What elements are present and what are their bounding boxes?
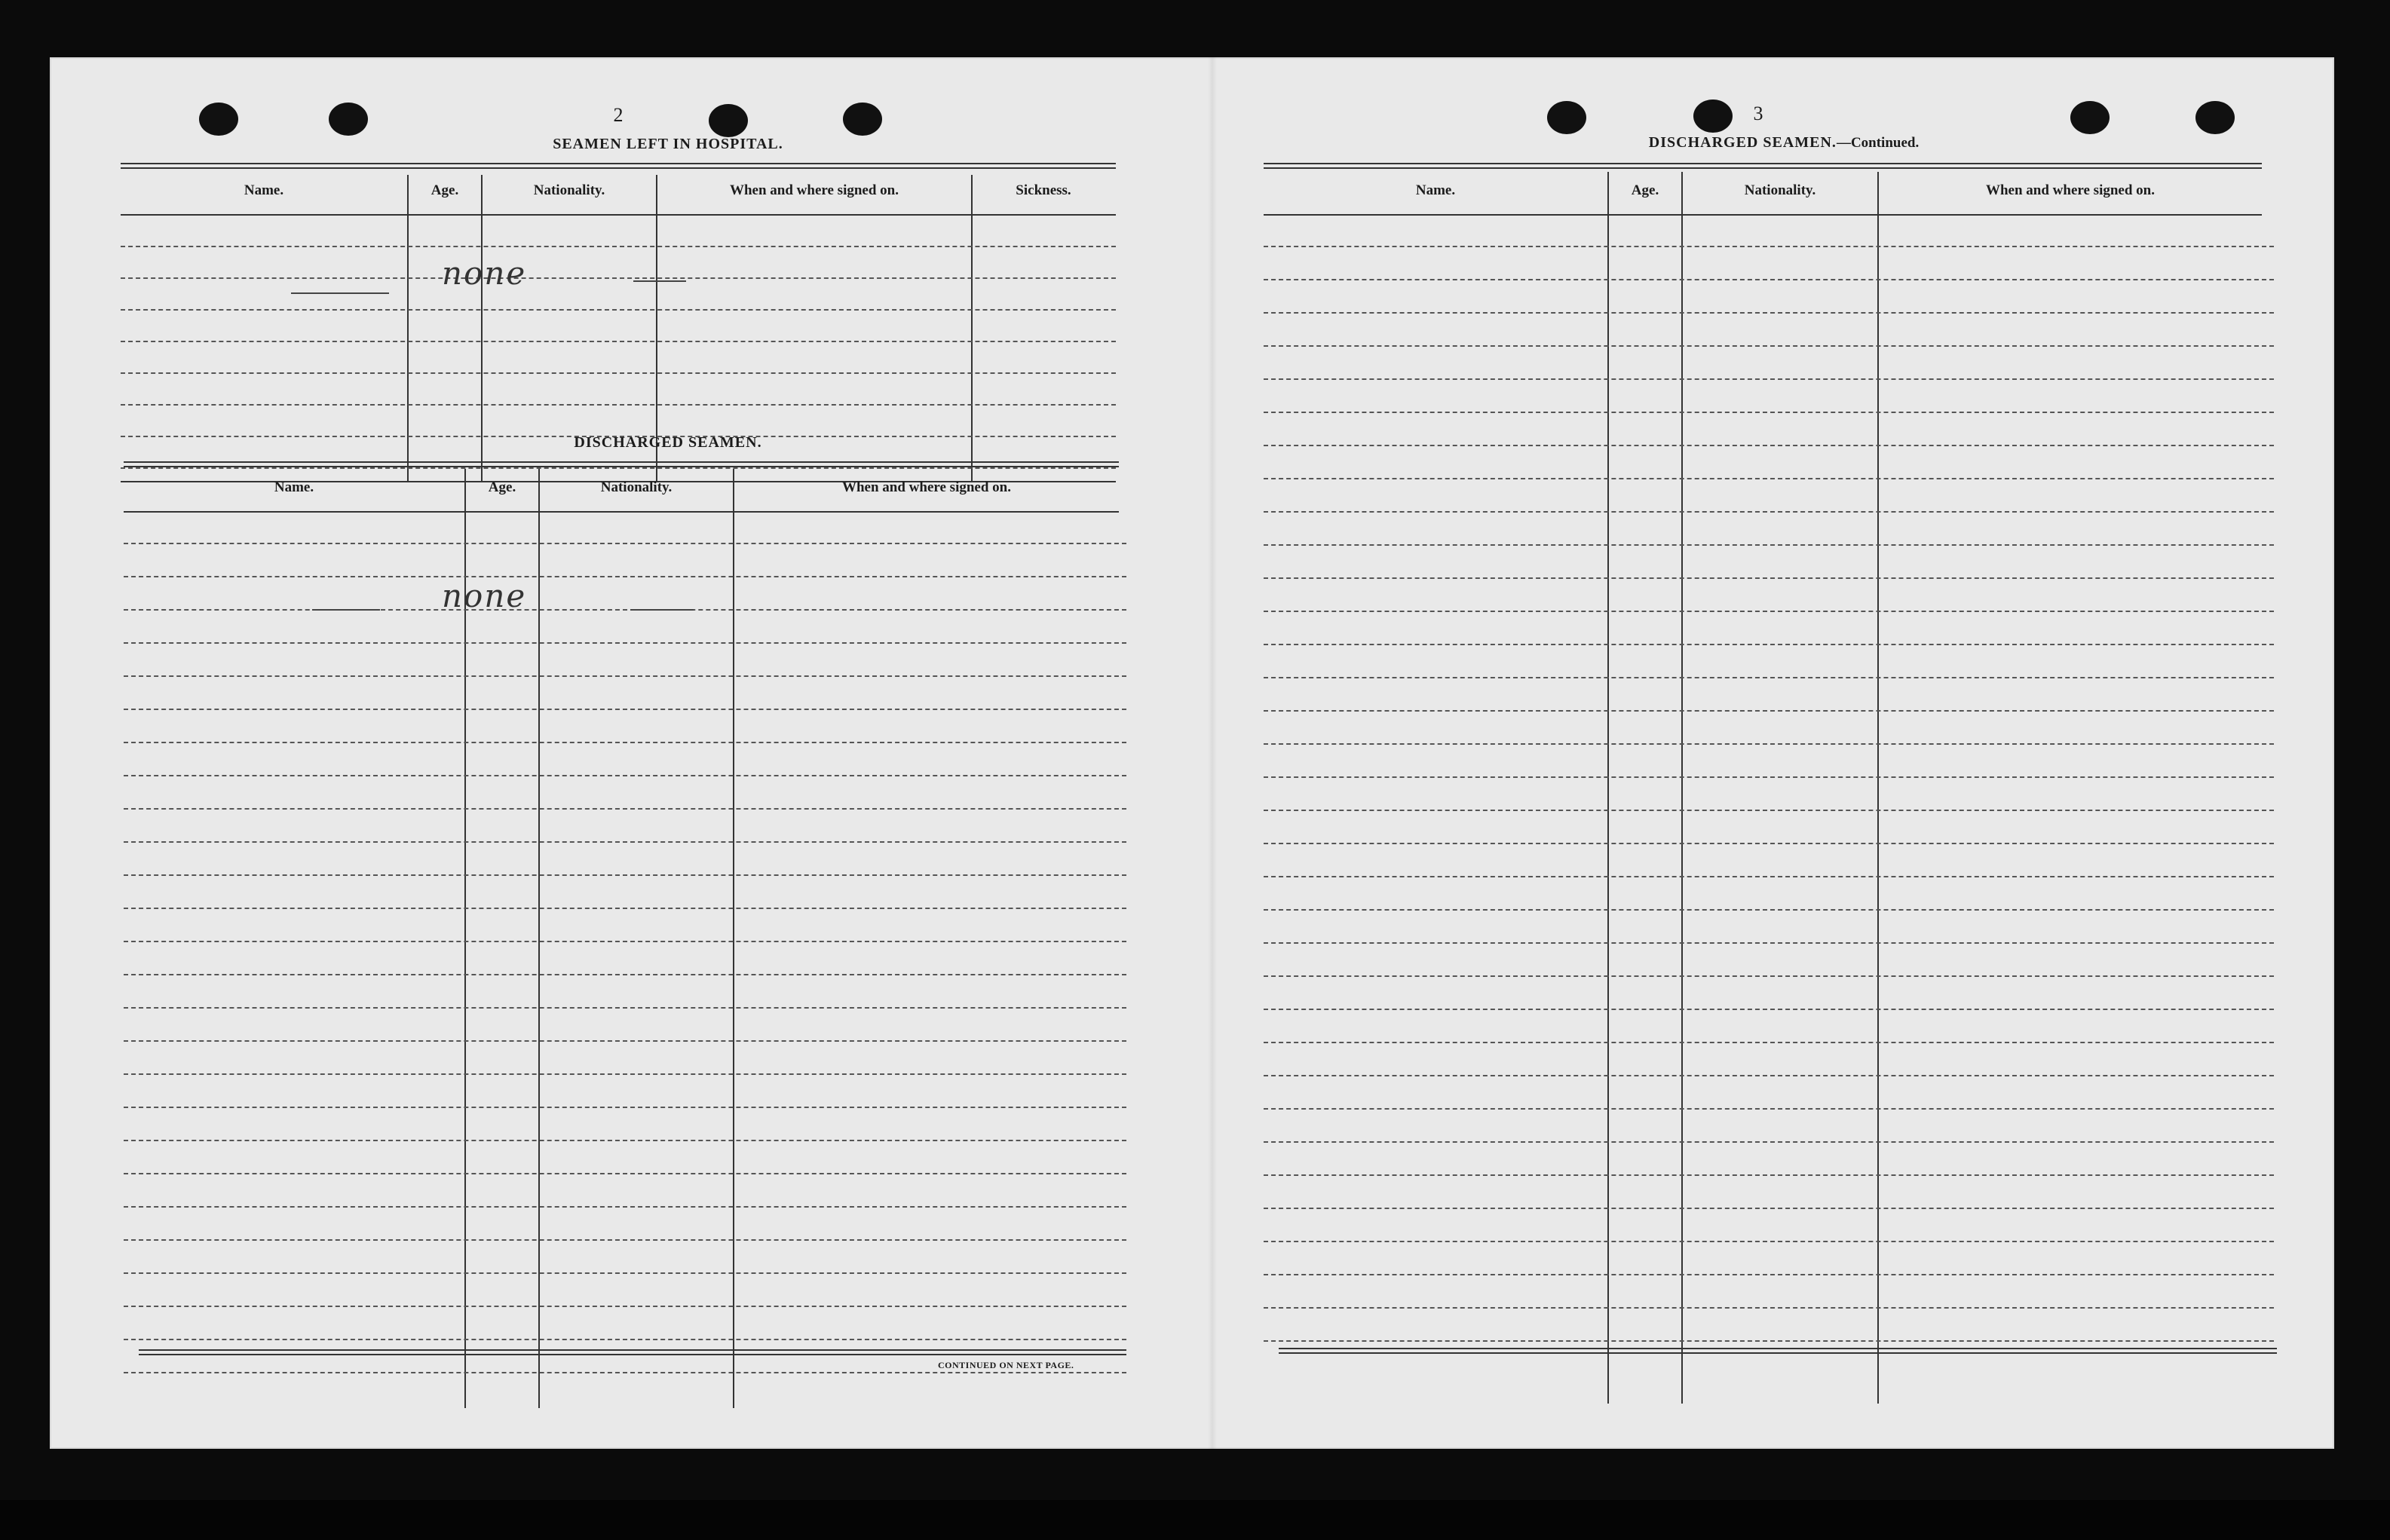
ruled-line	[1264, 743, 2274, 745]
ruled-line	[121, 246, 1116, 247]
handwritten-dash	[312, 609, 380, 611]
punch-hole	[2195, 101, 2235, 134]
hospital-col-name: Name.	[244, 182, 284, 198]
ruled-line	[124, 1173, 1126, 1174]
ruled-line	[124, 1107, 1126, 1108]
discharged-col-signed-on: When and where signed on.	[841, 479, 1011, 495]
ruled-line	[1264, 1108, 2274, 1110]
ruled-line	[1264, 710, 2274, 712]
discharged-continued-title-main: DISCHARGED SEAMEN.	[1648, 134, 1837, 151]
ruled-line	[124, 941, 1126, 942]
ruled-line	[1264, 577, 2274, 579]
hospital-col-nationality: Nationality.	[533, 182, 605, 198]
right-col-name: Name.	[1415, 182, 1456, 198]
ruled-line	[1264, 1009, 2274, 1010]
right-col-divider	[1877, 172, 1879, 1404]
handwritten-entry-discharged: none	[442, 577, 527, 614]
hospital-top-rule	[121, 163, 1116, 164]
ruled-line	[1264, 1307, 2274, 1309]
ruled-line	[124, 1007, 1126, 1009]
ruled-line	[1264, 478, 2274, 479]
punch-hole	[709, 104, 748, 137]
scan-border	[0, 1500, 2390, 1540]
ruled-line	[1264, 677, 2274, 678]
discharged-col-nationality: Nationality.	[600, 479, 673, 495]
ruled-line	[124, 1306, 1126, 1307]
discharged-top-rule	[124, 461, 1119, 463]
ruled-line	[124, 1040, 1126, 1042]
hospital-section-title: SEAMEN LEFT IN HOSPITAL.	[553, 136, 783, 152]
ruled-line	[1264, 1274, 2274, 1275]
ruled-line	[124, 775, 1126, 776]
ruled-line	[1264, 544, 2274, 546]
ruled-line	[121, 404, 1116, 406]
hospital-col-signed-on: When and where signed on.	[729, 182, 899, 198]
ruled-line	[1264, 1340, 2274, 1342]
manifest-sheet	[50, 57, 2334, 1449]
ruled-line	[1264, 345, 2274, 347]
discharged-continued-label: —Continued.	[1836, 135, 1920, 151]
ruled-line	[121, 309, 1116, 311]
hospital-col-sickness: Sickness.	[1016, 182, 1071, 198]
punch-hole	[1547, 101, 1586, 134]
hospital-col-age: Age.	[431, 182, 459, 198]
ruled-line	[124, 675, 1126, 677]
ruled-line	[124, 543, 1126, 544]
ruled-line	[124, 841, 1126, 843]
ruled-line	[1264, 776, 2274, 778]
ruled-line	[124, 1272, 1126, 1274]
ruled-line	[124, 1140, 1126, 1141]
ruled-line	[124, 642, 1126, 644]
ruled-line	[1264, 445, 2274, 446]
hospital-header-rule	[121, 214, 1116, 216]
ruled-line	[1264, 378, 2274, 380]
handwritten-dash	[633, 280, 686, 282]
right-col-divider	[1681, 172, 1683, 1404]
ruled-line	[124, 1372, 1126, 1373]
ruled-line	[1264, 1208, 2274, 1209]
ruled-line	[1264, 1241, 2274, 1242]
ruled-line	[1264, 843, 2274, 844]
continued-footer: CONTINUED ON NEXT PAGE.	[938, 1360, 1074, 1370]
ruled-line	[1264, 876, 2274, 877]
ruled-line	[121, 467, 1116, 469]
discharged-header-rule	[124, 511, 1119, 513]
ruled-line	[124, 808, 1126, 810]
discharged-continued-title	[1588, 134, 1980, 152]
punch-hole	[1693, 100, 1733, 133]
punch-hole	[843, 103, 882, 136]
handwritten-dash	[291, 292, 389, 294]
ruled-line	[1264, 511, 2274, 513]
right-col-nationality: Nationality.	[1744, 182, 1816, 198]
ruled-line	[1264, 279, 2274, 280]
ruled-line	[121, 341, 1116, 342]
ruled-line	[1264, 312, 2274, 314]
ruled-line	[1264, 975, 2274, 977]
ruled-line	[1264, 644, 2274, 645]
ruled-line	[1264, 1075, 2274, 1076]
ruled-line	[1264, 1042, 2274, 1043]
right-col-signed-on: When and where signed on.	[1985, 182, 2155, 198]
right-col-age: Age.	[1631, 182, 1659, 198]
ruled-line	[1264, 412, 2274, 413]
handwritten-dash	[630, 609, 694, 611]
ruled-line	[1264, 1141, 2274, 1143]
ruled-line	[124, 576, 1126, 577]
ruled-line	[124, 1339, 1126, 1340]
right-header-rule	[1264, 214, 2262, 216]
ruled-line	[1264, 246, 2274, 247]
ruled-line	[124, 908, 1126, 909]
ruled-line	[1264, 611, 2274, 612]
ruled-line	[124, 609, 1126, 611]
ruled-line	[1264, 942, 2274, 944]
discharged-col-age: Age.	[488, 479, 516, 495]
page-number-left: 2	[613, 104, 624, 126]
discharged-col-name: Name.	[274, 479, 314, 495]
page-fold	[1208, 57, 1217, 1449]
ruled-line	[1264, 909, 2274, 911]
right-top-rule	[1264, 163, 2262, 164]
discharged-section-title: DISCHARGED SEAMEN.	[574, 434, 762, 451]
punch-hole	[2070, 101, 2110, 134]
ruled-line	[124, 874, 1126, 876]
punch-hole	[199, 103, 238, 136]
ruled-line	[1264, 1174, 2274, 1176]
page-number-right: 3	[1753, 103, 1763, 124]
ruled-line	[1264, 810, 2274, 811]
ruled-line	[121, 277, 1116, 279]
handwritten-entry-hospital: none	[442, 255, 527, 292]
discharged-bottom-rule	[139, 1349, 1126, 1351]
ruled-line	[124, 1073, 1126, 1075]
ruled-line	[124, 1206, 1126, 1208]
ruled-line	[124, 742, 1126, 743]
ruled-line	[124, 1239, 1126, 1241]
ruled-line	[121, 372, 1116, 374]
ruled-line	[124, 974, 1126, 975]
punch-hole	[329, 103, 368, 136]
ruled-line	[124, 709, 1126, 710]
right-col-divider	[1607, 172, 1609, 1404]
right-bottom-rule	[1279, 1348, 2277, 1349]
